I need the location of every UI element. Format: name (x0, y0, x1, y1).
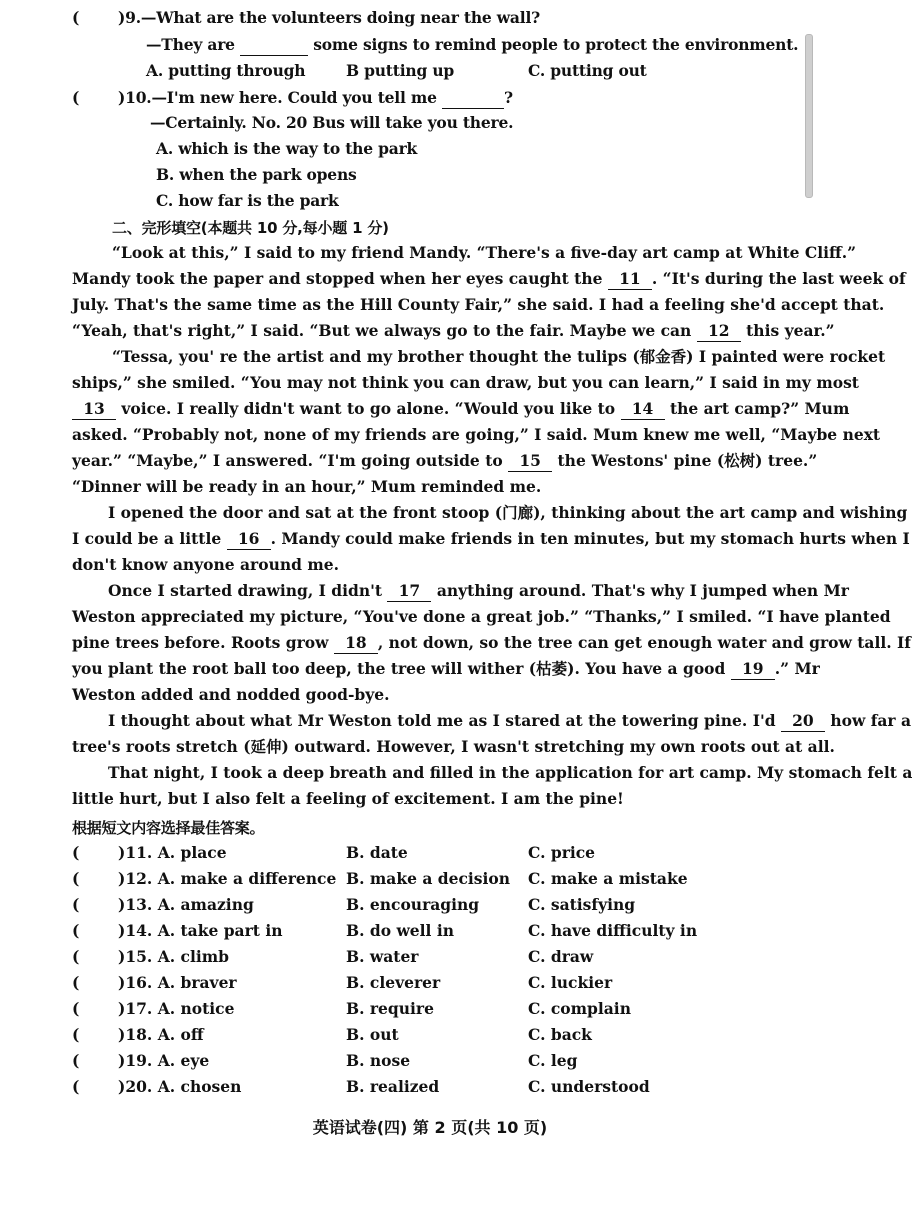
passage-line: I thought about what Mr Weston told me as I stared at the towering pine. I'd 20 how far a (108, 711, 912, 730)
passage-line: I could be a little 16 . Mandy could make friends in ten minutes, but my stomach hurts when I (72, 529, 910, 548)
passage-line: tree's roots stretch (延伸) outward. However, I wasn't stretching my own roots out at all. (72, 737, 835, 756)
blank-18: 18 (334, 633, 378, 654)
q9-option-a: A. putting through (146, 61, 306, 80)
passage-line: Mandy took the paper and stopped when her eyes caught the 11 . “It's during the last week of (72, 269, 906, 288)
blank-20: 20 (781, 711, 825, 732)
passage-line: you plant the root ball too deep, the tree will wither (枯萎). You have a good 19 .” Mr (72, 659, 820, 678)
q10-stem (118, 88, 513, 109)
passage-line: ships,” she smiled. “You may not think you can draw, but you can learn,” I said in my most (72, 373, 859, 392)
q10-option-c: C. how far is the park (156, 191, 339, 210)
passage-line: “Yeah, that's right,” I said. “But we always go to the fair. Maybe we can 12 this year.” (72, 321, 835, 340)
passage-line: That night, I took a deep breath and filled in the application for art camp. My stomach felt a (108, 763, 912, 782)
blank-11: 11 (608, 269, 652, 290)
passage-line: asked. “Probably not, none of my friends are going,” I said. Mum knew me well, “Maybe next (72, 425, 881, 444)
q10-paren: ( (72, 88, 80, 107)
blank-12: 12 (697, 321, 741, 342)
q9-option-c: C. putting out (528, 61, 647, 80)
q9-stem: )9.—What are the volunteers doing near the wall? (118, 8, 541, 27)
passage-line: Weston appreciated my picture, “You've done a great job.” “Thanks,” I smiled. “I have planted (72, 607, 891, 626)
q9-option-b: B putting up (346, 61, 455, 80)
blank-15: 15 (508, 451, 552, 472)
passage-line: July. That's the same time as the Hill County Fair,” she said. I had a feeling she'd accept that. (72, 295, 885, 314)
passage-line: don't know anyone around me. (72, 555, 339, 574)
passage-line: year.” “Maybe,” I answered. “I'm going outside to 15 the Westons' pine (松树) tree.” (72, 451, 818, 470)
q10-blank (442, 88, 504, 109)
page-footer: 英语试卷(四) 第 2 页(共 10 页) (312, 1118, 548, 1137)
q9-reply (146, 35, 798, 56)
blank-14: 14 (621, 399, 665, 420)
blank-13: 13 (72, 399, 116, 420)
passage-line: “Look at this,” I said to my friend Mandy. “There's a five-day art camp at White Cliff.” (112, 243, 857, 262)
q10-reply: —Certainly. No. 20 Bus will take you there. (150, 113, 514, 132)
passage-line: pine trees before. Roots grow 18 , not down, so the tree can get enough water and grow tall. If (72, 633, 911, 652)
exam-page: ( )9.—What are the volunteers doing near the wall? —They are some signs to remind people to protect the environment. A. putting through B putting up C. putting out ( )10.—I'm new here. Could you tell me ? —Certainly. No. 20 Bus will take you there. A. which is the way to the park B. when the park opens C. how far is the park 二、完形填空(本题共 10 分,每小题 1 分) “Look at this,” I said to my friend Mandy. “There's a five-day art camp at White Cliff.” Mandy took the paper and stopped when her eyes caught the 11 . “It's during the last week of July. That's the same time as the Hill County Fair,” she said. I had a feeling she'd accept that. “Yeah, that's right,” I said. “But we always go to the fair. Maybe we can 12 this year.” “Tessa, you' re the artist and my brother thought the tulips (郁金香) I painted were rocket ships,” she smiled. “You may not think you can draw, but you can learn,” I said in my most 13 voice. I really didn't want to go alone. “Would you like to 14 the art camp?” Mum asked. “Probably not, none of my friends are going,” I said. Mum knew me well, “Maybe next year.” “Maybe,” I answered. “I'm going outside to 15 the Westons' pine (松树) tree.” “Dinner will be ready in an hour,” Mum reminded me. I opened the door and sat at the front stoop (门廊), thinking about the art camp and wishing I could be a little 16 . Mandy could make friends in ten minutes, but my stomach hurts when I don't know anyone around me. Once I started drawing, I didn't 17 anything around. That's why I jumped when Mr Weston appreciated my picture, “You've done a great job.” “Thanks,” I smiled. “I have planted pine trees before. Roots grow 18 , not down, so the tree can get enough water and grow tall. If you plant the root ball too deep, the tree will wither (枯萎). You have a good 19 .” Mr Weston added and nodded good-bye. I thought about what Mr Weston told me as I stared at the towering pine. I'd 20 how far a tree's roots stretch (延伸) outward. However, I wasn't stretching my own roots out at all. That night, I took a deep breath and filled in the application for art camp. My stomach felt a little hurt, but I also felt a feeling of excitement. I am the pine! 根据短文内容选择最佳答案。 ( )11. A. place B. date C. price ( )12. A. make a difference B. make a decision C. make a mistake ( )13. A. amazing B. encouraging C. satisfying ( )14. A. take part in B. do well in C. have difficulty in ( )15. A. climb B. water C. draw ( )16. A. braver B. cleverer C. luckier ( )17. A. notice B. require C. complain ( )18. A. off B. out C. back ( )19. A. eye B. nose C. leg ( )20. A. chosen B. realized C. understood 英语试卷(四) 第 2 页(共 10 页) (0, 0, 860, 1216)
q10-stem-pre: )10.—I'm new here. Could you tell me (118, 88, 437, 107)
blank-19: 19 (731, 659, 775, 680)
passage-line: “Dinner will be ready in an hour,” Mum reminded me. (72, 477, 542, 496)
section-title: 二、完形填空(本题共 10 分,每小题 1 分) (112, 219, 389, 237)
passage-line: Weston added and nodded good-bye. (72, 685, 390, 704)
passage-line: little hurt, but I also felt a feeling of excitement. I am the pine! (72, 789, 624, 808)
instruction: 根据短文内容选择最佳答案。 (72, 819, 265, 837)
passage-line: Once I started drawing, I didn't 17 anything around. That's why I jumped when Mr (108, 581, 849, 600)
blank-17: 17 (387, 581, 431, 602)
q9-paren: ( (72, 8, 80, 27)
blank-16: 16 (227, 529, 271, 550)
q10-option-b: B. when the park opens (156, 165, 357, 184)
vertical-scrollbar[interactable] (805, 34, 813, 198)
passage-line: “Tessa, you' re the artist and my brother thought the tulips (郁金香) I painted were rocket (112, 347, 886, 366)
passage-line: 13 voice. I really didn't want to go alone. “Would you like to 14 the art camp?” Mum (72, 399, 849, 419)
q9-blank (240, 35, 308, 56)
q9-reply-post: some signs to remind people to protect the environment. (313, 35, 799, 54)
q9-reply-pre: —They are (146, 35, 235, 54)
q10-option-a: A. which is the way to the park (156, 139, 418, 158)
passage-line: I opened the door and sat at the front stoop (门廊), thinking about the art camp and wishing (108, 503, 908, 522)
q10-stem-post: ? (503, 88, 513, 107)
